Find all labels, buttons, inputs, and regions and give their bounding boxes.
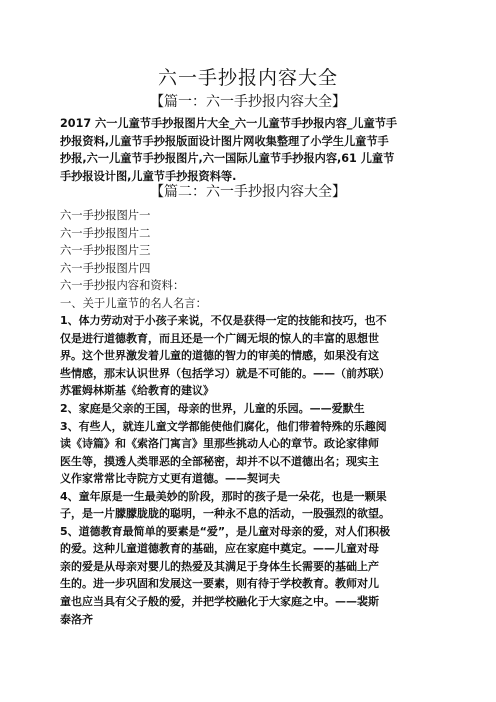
body-line: 义作家常常比寺院方丈更有道德。——契诃夫 [60, 472, 280, 486]
body-line: 1、体力劳动对于小孩子来说，不仅是获得一定的技能和技巧，也不 [60, 314, 387, 328]
paragraph-line: 2017 六一儿童节手抄报图片大全_六一儿童节手抄报内容_儿童节手 [60, 117, 398, 130]
paragraph-line: 手抄报设计图,儿童节手抄报资料等. [60, 169, 237, 183]
body-line: 2、家庭是父亲的王国，母亲的世界，儿童的乐园。——爱默生 [60, 402, 365, 416]
paragraph-line: 抄报资料,儿童节手抄报版面设计图片网收集整理了小学生儿童节手 [60, 134, 389, 148]
body-line: 泰洛齐 [60, 612, 93, 626]
body-line: 一、关于儿童节的名人名言： [60, 296, 207, 310]
body-line: 子，是一片朦朦胧胧的聪明，一种永不息的活动，一股强烈的欲望。 [60, 507, 390, 521]
section-1-paragraph [60, 115, 438, 185]
body-line: 仅是进行道德教育，而且还是一个广阔无垠的惊人的丰富的思想世 [60, 331, 379, 345]
paragraph-line: 抄报,六一儿童节手抄报图片,六一国际儿童节手抄报内容,61 儿童节 [60, 152, 395, 165]
body-line: 医生等，摸透人类罪恶的全部秘密，却并不以不道德出名；现实主 [60, 454, 379, 468]
body-line: 的爱。这种儿童道德教育的基础，应在家庭中奠定。——儿童对母 [60, 542, 379, 556]
body-line: 童也应当具有父子般的爱，并把学校融化于大家庭之中。——裴斯 [60, 595, 379, 609]
body-line: 苏霍姆林斯基《给教育的建议》 [60, 384, 214, 398]
section-heading-1: 【篇一：六一手抄报内容大全】 [150, 94, 346, 110]
body-line: 生的。进一步巩固和发展这一要素，则有待于学校教育。教师对儿 [60, 577, 379, 591]
document-title: 六一手抄报内容大全 [157, 67, 338, 89]
section-heading-2: 【篇二：六一手抄报内容大全】 [150, 184, 346, 200]
body-line: 六一手抄报图片一 [60, 209, 151, 222]
body-line: 六一手抄报图片三 [60, 244, 151, 258]
body-line: 六一手抄报图片二 [60, 226, 151, 240]
body-line: 亲的爱是从母亲对婴儿的热爱及其满足于身体生长需要的基础上产 [60, 559, 379, 573]
body-line: 读《诗篇》和《索洛门寓言》里那些挑动人心的章节。政论家律师 [60, 437, 379, 451]
body-line: 六一手抄报图片四 [60, 261, 151, 275]
body-line: 六一手抄报内容和资料： [60, 279, 185, 293]
body-line: 4、童年原是一生最美妙的阶段，那时的孩子是一朵花，也是一颗果 [60, 489, 387, 503]
body-line: 些情感，那末认识世界（包括学习）就是不可能的。——（前苏联） [60, 366, 390, 380]
body-line: 5、道德教育最简单的要素是“爱”，是儿童对母亲的爱，对人们积极 [60, 524, 391, 538]
body-line: 界。这个世界激发着儿童的道德的智力的审美的情感，如果没有这 [60, 349, 379, 363]
body-line: 3、有些人，就连儿童文学都能使他们腐化，他们带着特殊的乐趣阅 [60, 419, 387, 433]
section-2-body [60, 207, 438, 628]
